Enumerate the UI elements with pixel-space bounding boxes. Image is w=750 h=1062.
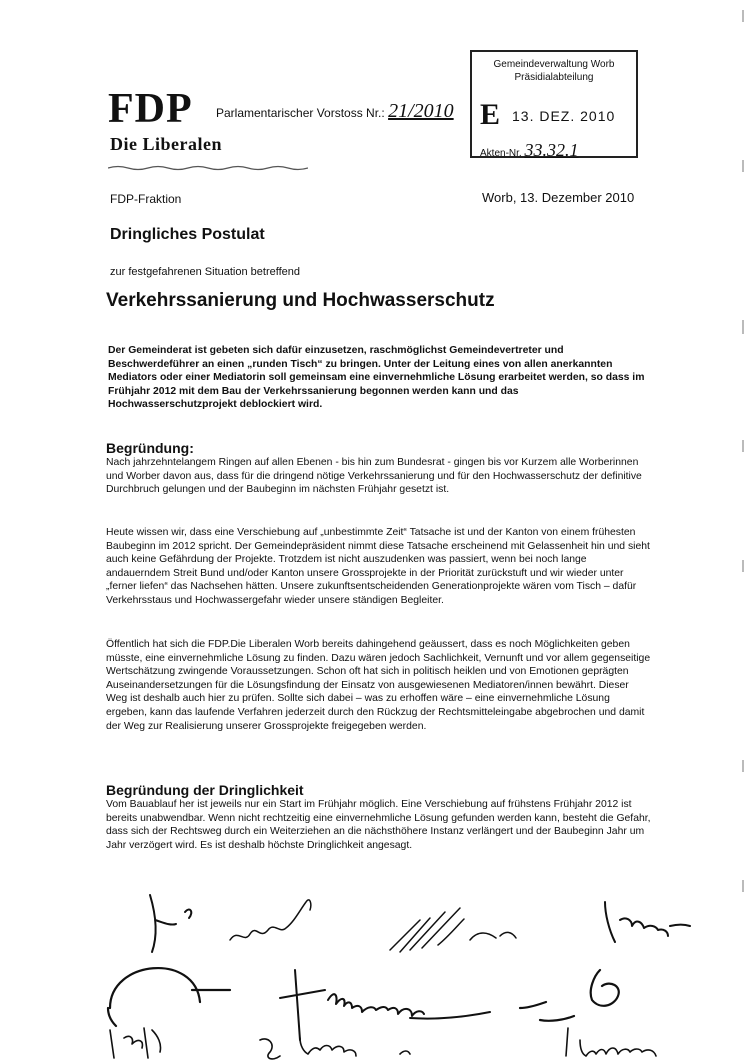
vorstoss-number: 21/2010 (388, 100, 454, 122)
vorstoss-line (216, 100, 454, 123)
receipt-stamp (470, 50, 638, 158)
begruendung-heading: Begründung: (106, 440, 194, 456)
begruendung-paragraph-3: Öffentlich hat sich die FDP.Die Liberalen Worb bereits dahingehend geäussert, dass es noch Möglichkeiten geben müsste, eine einvernehmliche Lösung zu finden. Dazu wären jedoch Sachlichkeit, Vernunft und vor allem gegenseitige Wertschätzung zwingende Voraussetzungen. Schon oft hat sich in politisch heiklen und von Emotionen geprägten Auseinandersetzungen für die Lösungsfindung der Einsatz von ausgewiesenen Mediatoren/innen bewährt. Dieser Weg ist deshalb auch hier zu prüfen. Sollte sich dabei – was zu erhoffen wäre – eine einvernehmliche Lösung ergeben, kann das laufende Verfahren jederzeit durch den Rückzug der Rechtsmitteleingabe abgebrochen und damit der Weg zur Realisierung unserer Grossprojekte freigegeben werden. (106, 639, 651, 732)
fraktion: FDP-Fraktion (110, 192, 182, 206)
stamp-akten (480, 140, 578, 161)
signature-7 (520, 970, 619, 1021)
signature-5 (108, 968, 230, 1026)
betreff-line: zur festgefahrenen Situation betreffend (110, 266, 300, 278)
signature-2 (230, 900, 311, 940)
signature-6 (280, 970, 490, 1040)
party-subtitle: Die Liberalen (110, 134, 222, 154)
stamp-letter: E (480, 98, 501, 131)
signature-8 (110, 1028, 656, 1059)
stamp-date: 13. DEZ. 2010 (512, 108, 616, 124)
dringlichkeit-heading: Begründung der Dringlichkeit (106, 782, 304, 798)
signature-4 (605, 902, 690, 942)
stamp-org-line1: Gemeindeverwaltung Worb (493, 59, 615, 70)
fdp-logo: FDP (108, 86, 193, 132)
document-type: Dringliches Postulat (110, 226, 265, 243)
stamp-akten-number: 33.32.1 (524, 140, 579, 160)
begruendung-paragraph-2: Heute wissen wir, dass eine Verschiebung auf „unbestimmte Zeit“ Tatsache ist und der Kanton von einem frühesten Baubeginn im 2012 spricht. Der Gemeindepräsident nimmt diese Tatsache erscheinend mit Gelassenheit hin und sieht auch keine Gefährdung der Projekte. Trotzdem ist nicht auszudenken was passiert, wenn bei noch lange andauerndem Streit Bund und/oder Kanton unsere Grossprojekte in der Priorität zurückstuft und wir wieder unter „ferner liefen“ das Nachsehen hätten. Unsere zukunftsentscheidenden Generationprojekte wären vom Tisch – dafür Verkehrsstaus und Hochwassergefahr wieder unsere ständigen Begleiter. (106, 527, 650, 606)
vorstoss-label: Parlamentarischer Vorstoss Nr.: (216, 106, 385, 120)
lead-paragraph: Der Gemeinderat ist gebeten sich dafür einzusetzen, raschmöglichst Gemeindevertreter und Beschwerdeführer an einen „runden Tisch“ zu bringen. Unter der Leitung eines von allen anerkannten Mediators oder einer Mediatorin soll gemeinsam eine einvernehmliche Lösung erarbeitet werden, so dass im Frühjahr 2012 mit dem Bau der Verkehrssanierung begonnen werden kann und das Hochwasserschutzprojekt deblockiert wird. (108, 345, 645, 411)
page-edge-marks (736, 0, 750, 1062)
begruendung-paragraph-1: Nach jahrzehntelangem Ringen auf allen Ebenen - bis hin zum Bundesrat - gingen bis vor Kurzem alle Worberinnen und Worber davon aus, dass für die dringend nötige Verkehrssanierung und für den Hochwasserschutz der definitive Durchbruch gelungen und der Baubeginn im nächsten Frühjahr gesetzt ist. (106, 457, 642, 496)
signature-1 (150, 895, 191, 952)
signature-3 (390, 908, 516, 952)
stamp-org-line2: Präsidialabteilung (514, 72, 594, 83)
document-title: Verkehrssanierung und Hochwasserschutz (106, 290, 495, 311)
header-rule (108, 164, 308, 172)
stamp-akten-label: Akten-Nr. (480, 148, 522, 159)
dringlichkeit-paragraph: Vom Bauablauf her ist jeweils nur ein Start im Frühjahr möglich. Eine Verschiebung auf frühstens Frühjahr 2012 ist bereits unabwendbar. Wenn nicht rechtzeitig eine einvernehmliche Lösung gefunden werden kann, besteht die Gefahr, dass sich der Rechtsweg durch ein Weiterziehen an die nächsthöhere Instanz verlängert und der Baubeginn Jahr um Jahr verzögert wird. Es ist deshalb höchste Dringlichkeit angesagt. (106, 799, 651, 851)
place-date: Worb, 13. Dezember 2010 (482, 190, 635, 205)
signatures-area (100, 890, 720, 1060)
stamp-org (472, 58, 636, 84)
